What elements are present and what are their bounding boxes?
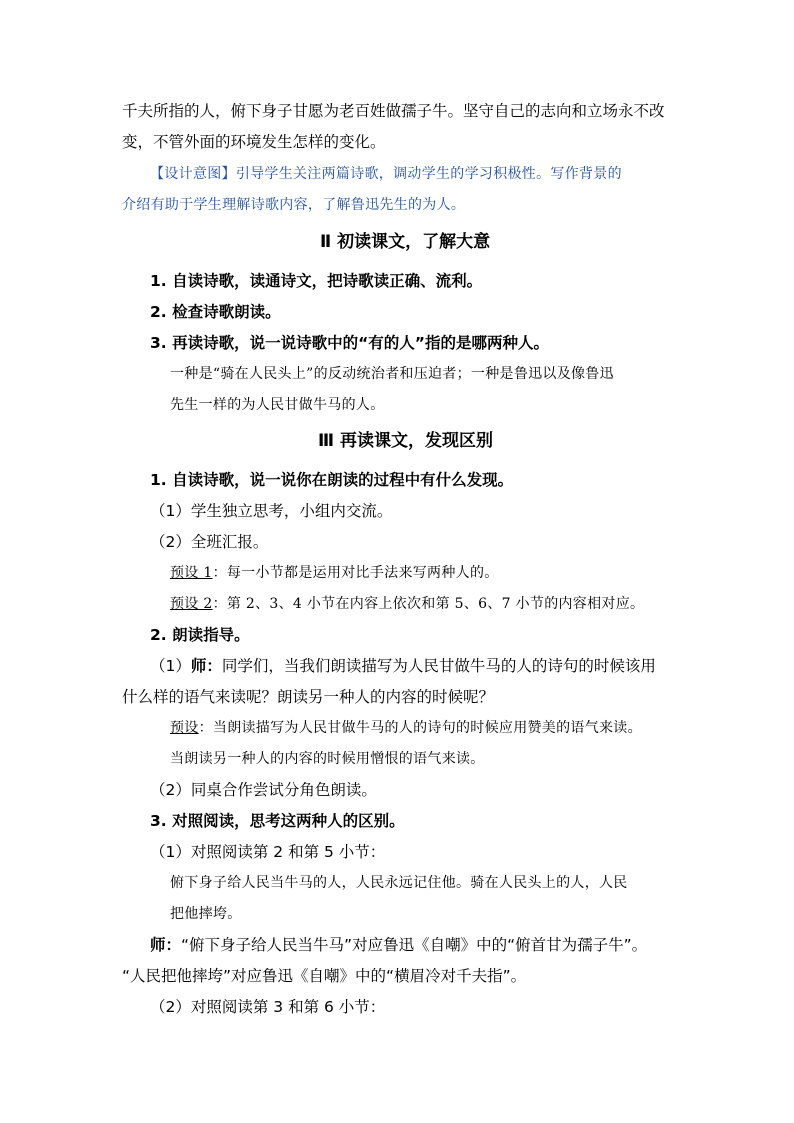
intro-line-2: 变，不管外面的环境发生怎样的变化。 [122,133,386,151]
section-3-item-1: 1. 自读诗歌，说一说你在朗读的过程中有什么发现。 [150,471,514,489]
guide-2: （2）同桌合作尝试分角色朗读。 [150,781,377,799]
preset-3-text: ：当朗读描写为人民甘做牛马的人的诗句的时候应用赞美的语气来读。 [198,720,642,736]
design-intent-line-2: 介绍有助于学生理解诗歌内容，了解鲁迅先生的为人。 [122,197,466,213]
section-3-title: Ⅲ 再读课文，发现区别 [318,431,493,451]
preset-1 [170,562,499,584]
teacher-label: 师： [150,936,182,954]
section-3-item-2: 2. 朗读指导。 [150,626,250,644]
preset-3 [170,717,642,739]
guide-1-num: （1） [150,657,191,675]
preset-2 [170,593,644,615]
teacher-comment-line-2: “人民把他摔垮”对应鲁迅《自嘲》中的“横眉冷对千夫指”。 [122,967,527,985]
preset-2-label: 预设 2 [170,596,213,612]
section-2-title: Ⅱ 初读课文，了解大意 [320,232,491,252]
guide-1-line-1 [150,655,656,677]
quote-line-1: 俯下身子给人民当牛马的人，人民永远记住他。骑在人民头上的人，人民 [170,875,628,891]
section-2-item-3: 3. 再读诗歌，说一说诗歌中的“有的人”指的是哪两种人。 [150,334,549,352]
preset-3-label: 预设 [170,720,199,736]
preset-1-label: 预设 1 [170,565,213,581]
design-intent-text: 引导学生关注两篇诗歌，调动学生的学习积极性。写作背景的 [235,166,622,182]
teacher-text: “俯下身子给人民当牛马”对应鲁迅《自嘲》中的“俯首甘为孺子牛”。 [181,936,648,954]
design-intent-label: 【设计意图】 [150,166,236,182]
section-2-answer-line-2: 先生一样的为人民甘做牛马的人。 [170,397,385,413]
preset-2-text: ：第 2、3、4 小节在内容上依次和第 5、6、7 小节的内容相对应。 [212,596,645,612]
compare-1: （1）对照阅读第 2 和第 5 小节： [150,843,386,861]
quote-line-2: 把他摔垮。 [170,906,242,922]
guide-1-line-2: 什么样的语气来读呢？朗读另一种人的内容的时候呢？ [122,688,495,706]
intro-line-1: 千夫所指的人，俯下身子甘愿为老百姓做孺子牛。坚守自己的志向和立场永不改 [122,102,665,120]
section-3-sub-2: （2）全班汇报。 [150,533,269,551]
design-intent-line-1 [150,163,622,185]
section-2-item-1: 1. 自读诗歌，读通诗文，把诗歌读正确、流利。 [150,272,483,290]
section-2-item-2: 2. 检查诗歌朗读。 [150,303,281,321]
section-3-sub-1: （1）学生独立思考，小组内交流。 [150,502,393,520]
teacher-comment-line-1 [150,934,647,956]
guide-1-teacher: 师： [190,657,222,675]
section-3-item-3: 3. 对照阅读，思考这两种人的区别。 [150,812,405,830]
preset-1-text: ：每一小节都是运用对比手法来写两种人的。 [212,565,499,581]
preset-3-line-2: 当朗读另一种人的内容的时候用憎恨的语气来读。 [170,751,485,767]
guide-1-text: 同学们，当我们朗读描写为人民甘做牛马的人的诗句的时候该用 [221,657,656,675]
compare-2: （2）对照阅读第 3 和第 6 小节： [150,998,386,1016]
section-2-answer-line-1: 一种是“骑在人民头上”的反动统治者和压迫者；一种是鲁迅以及像鲁迅 [170,366,614,382]
